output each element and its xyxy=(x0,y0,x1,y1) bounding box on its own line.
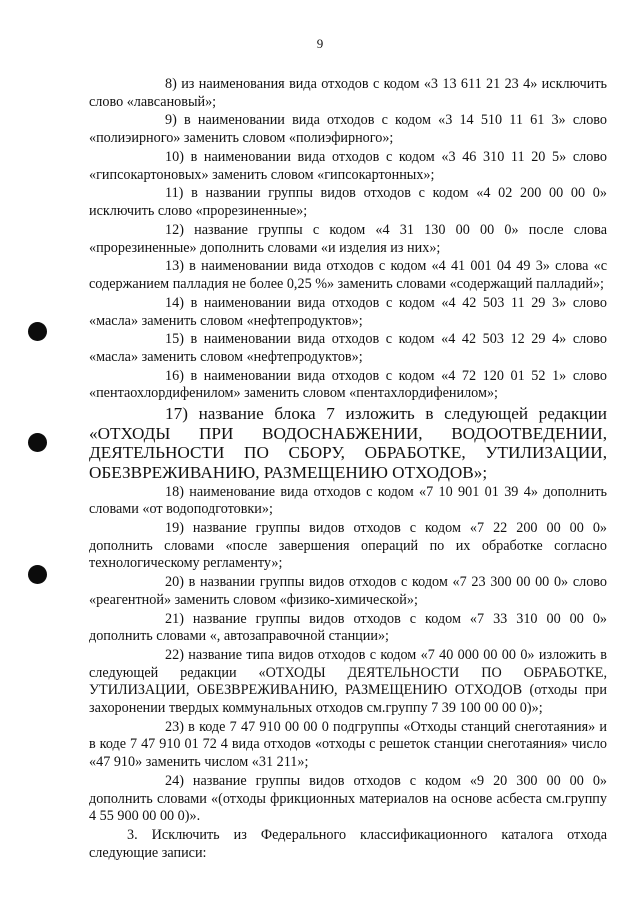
punch-hole xyxy=(28,565,47,584)
item-number: 9) xyxy=(165,112,177,129)
list-item xyxy=(89,647,607,717)
list-item xyxy=(89,149,607,184)
list-item xyxy=(89,368,607,403)
item-number: 14) xyxy=(165,294,184,311)
list-item xyxy=(89,773,607,826)
item-number: 19) xyxy=(165,520,184,537)
item-text: в наименовании вида отходов с кодом «3 46 310 11 20 5» слово «гипсокартоновых» заменить словом «гипсокартонных»; xyxy=(89,148,607,183)
item-number: 24) xyxy=(165,772,184,789)
list-item xyxy=(89,222,607,257)
item-text: в наименовании вида отходов с кодом «4 42 503 12 29 4» слово «масла» заменить словом «нефтепродуктов»; xyxy=(89,331,608,365)
list-item xyxy=(89,76,607,111)
item-text: в названии группы видов отходов с кодом «4 02 200 00 00 0» исключить слово «прорезиненные»; xyxy=(89,185,607,220)
item-number: 22) xyxy=(165,647,184,664)
list-item xyxy=(89,520,607,573)
list-item xyxy=(89,484,607,519)
list-item xyxy=(89,331,607,366)
item-text: название группы видов отходов с кодом «7 22 200 00 00 0» дополнить словами «после завершения операций по их обработке согласно технологическому регламенту»; xyxy=(89,520,608,572)
item-number: 21) xyxy=(165,610,184,627)
item-text: название группы видов отходов с кодом «7 33 310 00 00 0» дополнить словами «, автозаправочной станции»; xyxy=(89,610,608,645)
item-number: 16) xyxy=(165,367,184,384)
list-item xyxy=(89,258,607,293)
page-number: 9 xyxy=(316,36,324,51)
list-item xyxy=(89,611,607,646)
item-text: в наименовании вида отходов с кодом «3 14 510 11 61 3» слово «полиэирного» заменить словом «полиэфирного»; xyxy=(89,112,607,147)
list-item xyxy=(89,404,607,482)
item-text: в наименовании вида отходов с кодом «4 41 001 04 49 3» слова «с содержанием палладия не более 0,25 %» заменить словами «содержащий палладий»; xyxy=(89,258,607,293)
item-text: название блока 7 изложить в следующей редакции «ОТХОДЫ ПРИ ВОДОСНАБЖЕНИИ, ВОДООТВЕДЕНИИ, ДЕЯТЕЛЬНОСТИ ПО СБОРУ, ОБРАБОТКЕ, УТИЛИЗАЦИИ, ОБЕЗВРЕЖИВАНИЮ, РАЗМЕЩЕНИЮ ОТХОДОВ»; xyxy=(89,404,607,482)
section-paragraph xyxy=(89,827,607,862)
item-number: 23) xyxy=(165,718,184,735)
item-text: наименование вида отходов с кодом «7 10 901 01 39 4» дополнить словами «от водоподготовки»; xyxy=(89,483,607,518)
item-text: в названии группы видов отходов с кодом «7 23 300 00 00 0» слово «реагентной» заменить словом «физико-химической»; xyxy=(89,574,607,608)
item-text: в наименовании вида отходов с кодом «4 72 120 01 52 1» слово «пентаохлордифенилом» заменить словом «пентахлордифенилом»; xyxy=(89,367,608,402)
document-body xyxy=(89,76,607,864)
item-text: название типа видов отходов с кодом «7 40 000 00 00 0» изложить в следующей редакции «ОТХОДЫ ДЕЯТЕЛЬНОСТИ ПО ОБРАБОТКЕ, УТИЛИЗАЦИИ, ОБЕЗВРЕЖИВАНИЮ, РАЗМЕЩЕНИЮ ОТХОДОВ (отходы при захоронении твердых коммунальных отходов см.группу 7 39 100 00 00 0)»; xyxy=(89,647,607,716)
punch-hole xyxy=(28,322,47,341)
item-number: 12) xyxy=(165,221,184,238)
item-number: 11) xyxy=(165,185,184,202)
item-number: 10) xyxy=(165,148,184,165)
item-number: 8) xyxy=(165,76,177,92)
list-item xyxy=(89,185,607,220)
item-text: из наименования вида отходов с кодом «3 13 611 21 23 4» исключить слово «лавсановый»; xyxy=(89,76,607,110)
item-number: 15) xyxy=(165,331,184,348)
punch-hole xyxy=(28,433,47,452)
list-item xyxy=(89,719,607,772)
item-text: название группы видов отходов с кодом «9 20 300 00 00 0» дополнить словами «(отходы фрикционных материалов на основе асбеста см.группу 4 55 900 00 00 0)». xyxy=(89,772,608,825)
item-number: 20) xyxy=(165,574,184,591)
list-item xyxy=(89,574,607,609)
list-item xyxy=(89,295,607,330)
list-item xyxy=(89,112,607,147)
item-text: название группы с кодом «4 31 130 00 00 0» после слова «прорезиненные» дополнить словами «и изделия из них»; xyxy=(89,221,607,256)
item-text: в наименовании вида отходов с кодом «4 42 503 11 29 3» слово «масла» заменить словом «нефтепродуктов»; xyxy=(89,294,607,329)
item-text: 3. Исключить из Федерального классификационного каталога отхода следующие записи: xyxy=(89,827,607,861)
item-text: в коде 7 47 910 00 00 0 подгруппы «Отходы станций снеготаяния» и в коде 7 47 910 01 72 4 вида отходов «отходы с решеток станции снеготаяния» число «47 910» заменить числом «31 211»; xyxy=(89,718,608,771)
item-number: 18) xyxy=(165,483,184,500)
item-number: 17) xyxy=(165,404,188,424)
item-number: 13) xyxy=(165,258,184,275)
